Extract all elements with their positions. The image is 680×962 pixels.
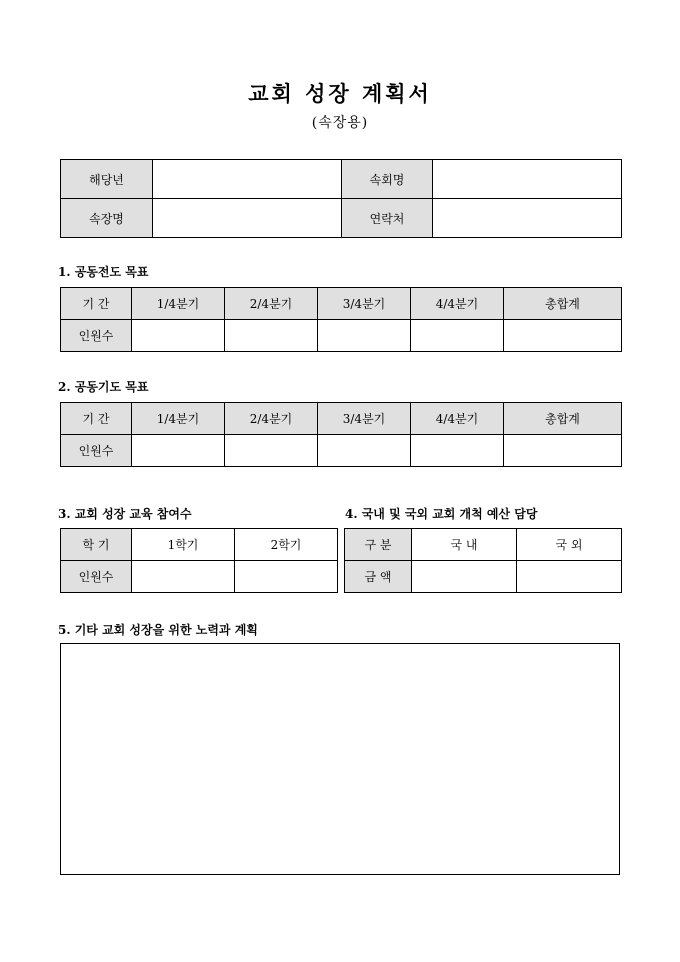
count-label: 인원수 [61, 320, 132, 352]
section4-heading: 4. 국내 및 국외 교회 개척 예산 담당 [345, 507, 538, 521]
category-label: 구 분 [345, 529, 412, 561]
foreign-header: 국 외 [517, 529, 622, 561]
total-cell[interactable] [504, 435, 622, 467]
year-field[interactable] [153, 160, 342, 199]
period-label: 기 간 [61, 403, 132, 435]
quarter-3-header: 3/4분기 [318, 403, 411, 435]
education-participation-table [60, 528, 338, 593]
society-label: 속회명 [342, 160, 433, 199]
quarter-2-header: 2/4분기 [225, 288, 318, 320]
term-label: 학 기 [61, 529, 132, 561]
quarter-1-header: 1/4분기 [132, 288, 225, 320]
document-title: 교회 성장 계획서 [248, 81, 432, 106]
quarter-2-header: 2/4분기 [225, 403, 318, 435]
domestic-header: 국 내 [412, 529, 517, 561]
other-plans-textarea[interactable] [60, 643, 620, 875]
section1-heading: 1. 공동전도 목표 [58, 265, 149, 279]
quarter-1-header: 1/4분기 [132, 403, 225, 435]
contact-field[interactable] [433, 199, 622, 238]
church-planting-budget-table [344, 528, 622, 593]
quarter-1-cell[interactable] [132, 320, 225, 352]
quarter-3-header: 3/4분기 [318, 288, 411, 320]
term-2-header: 2학기 [235, 529, 338, 561]
quarter-4-header: 4/4분기 [411, 288, 504, 320]
amount-label: 금 액 [345, 561, 412, 593]
leader-field[interactable] [153, 199, 342, 238]
quarter-3-cell[interactable] [318, 320, 411, 352]
quarter-2-cell[interactable] [225, 320, 318, 352]
society-field[interactable] [433, 160, 622, 199]
quarter-4-cell[interactable] [411, 320, 504, 352]
foreign-amount-cell[interactable] [517, 561, 622, 593]
total-header: 총합계 [504, 288, 622, 320]
term-1-header: 1학기 [132, 529, 235, 561]
total-cell[interactable] [504, 320, 622, 352]
year-label: 해당년 [61, 160, 153, 199]
total-header: 총합계 [504, 403, 622, 435]
count-label: 인원수 [61, 561, 132, 593]
period-label: 기 간 [61, 288, 132, 320]
term-1-cell[interactable] [132, 561, 235, 593]
contact-label: 연락처 [342, 199, 433, 238]
count-label: 인원수 [61, 435, 132, 467]
evangelism-goal-table [60, 287, 622, 352]
section2-heading: 2. 공동기도 목표 [58, 380, 149, 394]
info-table [60, 159, 622, 238]
quarter-4-header: 4/4분기 [411, 403, 504, 435]
prayer-goal-table [60, 402, 622, 467]
quarter-4-cell[interactable] [411, 435, 504, 467]
document-subtitle: (속장용) [311, 115, 369, 131]
quarter-2-cell[interactable] [225, 435, 318, 467]
domestic-amount-cell[interactable] [412, 561, 517, 593]
section3-heading: 3. 교회 성장 교육 참여수 [58, 507, 192, 521]
section5-heading: 5. 기타 교회 성장을 위한 노력과 계획 [58, 623, 258, 637]
leader-label: 속장명 [61, 199, 153, 238]
quarter-3-cell[interactable] [318, 435, 411, 467]
quarter-1-cell[interactable] [132, 435, 225, 467]
term-2-cell[interactable] [235, 561, 338, 593]
